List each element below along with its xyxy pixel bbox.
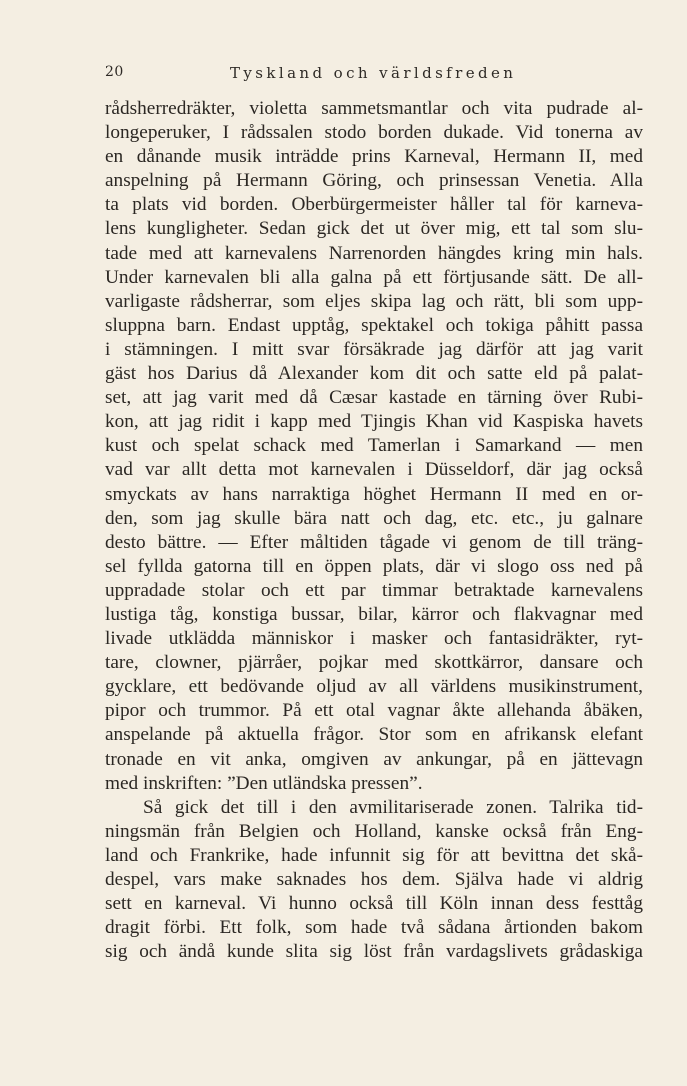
text-line: sluppna barn. Endast upptåg, spektakel och tokiga påhitt passa: [105, 314, 643, 336]
text-line: sel fyllda gatorna till en öppen plats, där vi slogo oss ned på: [105, 555, 643, 577]
text-line: vad var allt detta mot karnevalen i Düsseldorf, där jag också: [105, 459, 643, 481]
text-line: gycklare, ett bedövande oljud av all världens musikinstrument,: [105, 676, 643, 698]
text-line: lustiga tåg, konstiga bussar, bilar, kärror och flakvagnar med: [105, 603, 643, 625]
text-line: varligaste rådsherrar, som eljes skipa lag och rätt, bli som upp-: [105, 290, 643, 312]
page-header: [105, 64, 643, 86]
text-line: med inskriften: ”Den utländska pressen”.: [105, 772, 423, 794]
text-line: sett en karneval. Vi hunno också till Köln innan dess festtåg: [105, 893, 643, 915]
text-line: set, att jag varit med då Cæsar kastade en tärning över Rubi-: [105, 387, 643, 409]
running-title: Tyskland och världsfreden: [230, 64, 517, 82]
text-line: anspelning på Hermann Göring, och prinsessan Venetia. Alla: [105, 170, 643, 192]
text-line: rådsherredräkter, violetta sammetsmantlar och vita pudrade al-: [105, 98, 643, 119]
text-line: anspelande på aktuella frågor. Stor som en afrikansk elefant: [105, 724, 643, 746]
text-line: pipor och trummor. På ett otal vagnar åkte allehanda åbäken,: [105, 700, 643, 722]
text-line: en dånande musik inträdde prins Karneval, Hermann II, med: [105, 146, 643, 168]
text-line: despel, vars make saknades hos dem. Själva hade vi aldrig: [105, 869, 643, 890]
text-line: desto bättre. — Efter måltiden tågade vi genom de till träng-: [105, 531, 643, 553]
text-line: smyckats av hans narraktiga höghet Hermann II med en or-: [105, 483, 643, 505]
text-line: kust och spelat schack med Tamerlan i Samarkand — men: [105, 435, 643, 457]
text-line: sig och ändå kunde slita sig löst från vardagslivets grådaskiga: [105, 941, 643, 963]
body-text: [105, 97, 643, 964]
page-number: 20: [105, 64, 124, 80]
text-line: uppradade stolar och ett par timmar betraktade karnevalens: [105, 579, 643, 601]
text-line: kon, att jag ridit i kapp med Tjingis Khan vid Kaspiska havets: [105, 411, 643, 433]
text-line: ningsmän från Belgien och Holland, kanske också från Eng-: [105, 820, 643, 842]
text-line: lens kungligheter. Sedan gick det ut över mig, ett tal som slu-: [105, 218, 643, 240]
text-line: land och Frankrike, hade infunnit sig för att bevittna det skå-: [105, 844, 643, 866]
text-line: Under karnevalen bli alla galna på ett förtjusande sätt. De all-: [105, 266, 643, 288]
text-line: ta plats vid borden. Oberbürgermeister håller tal för karneva-: [105, 194, 643, 216]
text-line: tare, clowner, pjärråer, pojkar med skottkärror, dansare och: [105, 652, 643, 674]
text-line: Så gick det till i den avmilitariserade zonen. Talrika tid-: [143, 796, 643, 818]
text-line: tronade en vit anka, omgiven av ankungar, på en jättevagn: [105, 748, 643, 770]
text-line: dragit förbi. Ett folk, som hade två sådana årtionden bakom: [105, 917, 643, 939]
text-line: den, som jag skulle bära natt och dag, etc. etc., ju galnare: [105, 507, 643, 529]
text-line: i stämningen. I mitt svar försäkrade jag därför att jag varit: [105, 338, 643, 360]
text-line: tade med att karnevalens Narrenorden hängdes kring min hals.: [105, 242, 643, 264]
text-line: gäst hos Darius då Alexander kom dit och satte eld på palat-: [105, 363, 643, 385]
text-line: longeperuker, I rådssalen stodo borden dukade. Vid tonerna av: [105, 122, 643, 144]
text-line: livade utklädda människor i masker och fantasidräkter, ryt-: [105, 628, 643, 650]
